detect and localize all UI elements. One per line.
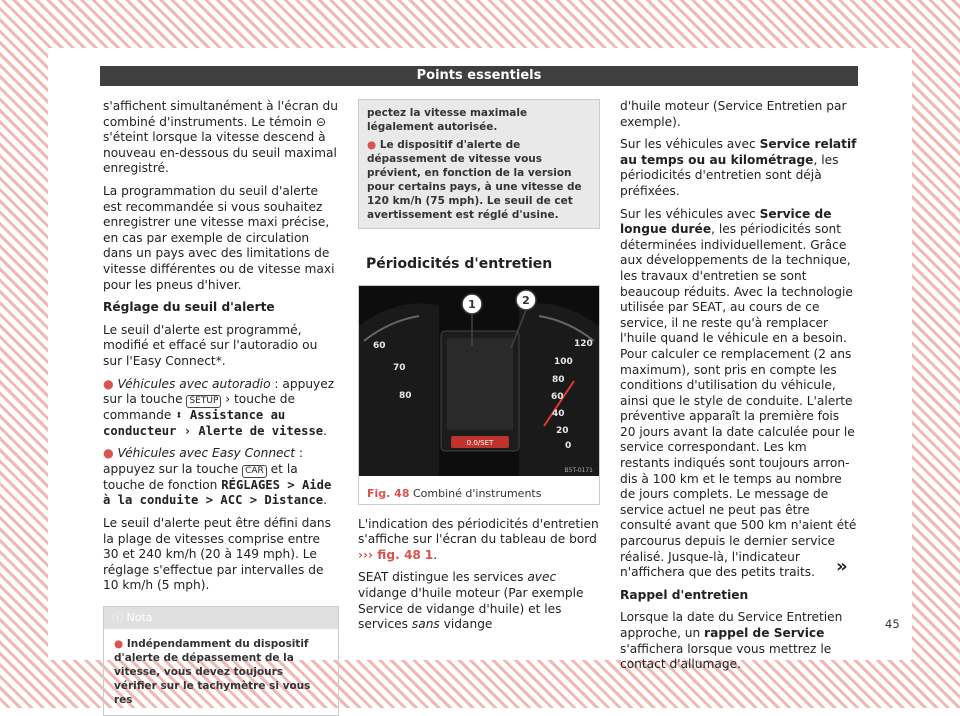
section-title: Périodicités d'entretien: [366, 256, 553, 272]
bullet-icon: ●: [103, 376, 114, 391]
tick-label: 60: [551, 391, 564, 402]
callout-1: 1: [468, 297, 476, 311]
bullet-text: et la touche de fonction: [103, 461, 298, 492]
paragraph-text: Sur les véhicules avec: [620, 206, 760, 221]
paragraph-text: vidange d'huile moteur (Par exemple Service de vidange d'huile) et les services: [358, 585, 584, 632]
tick-label: 40: [552, 408, 565, 419]
paragraph-text: Sur les véhicules avec: [620, 137, 760, 152]
tick-label: 20: [556, 425, 569, 436]
paragraph-text: vidange: [439, 617, 493, 632]
bullet-text: › touche de commande: [103, 392, 295, 423]
paragraph-text: SEAT distingue les services: [358, 570, 528, 585]
note-text: Le dispositif d'alerte de dépassement de vitesse vous prévient, en fonction de la version pour certains pays, à une vitesse de 120 km/h (75 mph). Le seuil de cet avertissement est réglé d'usine.: [367, 139, 582, 221]
setup-key-icon: SETUP: [186, 395, 221, 408]
subheading: Réglage du seuil d'alerte: [103, 300, 275, 315]
bullet-icon: ●: [114, 638, 127, 651]
figure-instrument-cluster: [358, 285, 600, 505]
bold-term: Service de longue durée: [620, 206, 832, 237]
bold-term: rappel de Service: [704, 626, 825, 640]
note-box: [103, 606, 339, 716]
column-right: [620, 99, 858, 680]
continue-marker: »: [836, 556, 848, 577]
note-body: [104, 629, 338, 715]
bullet-icon: ●: [103, 446, 114, 461]
tick-label: 70: [393, 362, 406, 373]
bullet-icon: ●: [367, 139, 380, 151]
note-text: pectez la vitesse maximale légalement autorisée.: [367, 107, 528, 133]
subheading: Rappel d'entretien: [620, 587, 749, 602]
paragraph: [620, 610, 858, 672]
bullet-lead: Véhicules avec autoradio: [117, 376, 271, 391]
column-left: [103, 99, 339, 716]
paragraph: L'indication des périodicités d'entretien s'affiche sur l'écran du tableau de bord ››› fig. 48 1.: [358, 516, 599, 562]
paragraph: [620, 207, 858, 581]
figure-label: Fig. 48: [367, 487, 410, 501]
figure-code: B5T-0171: [564, 466, 593, 474]
page-header: Points essentiels: [100, 66, 858, 86]
emphasis: avec: [527, 570, 557, 585]
column-middle: [358, 99, 600, 640]
paragraph: La programmation du seuil d'alerte est recommandée si vous souhaitez enregistrer une vitesse maxi précise, en cas par exemple de circulation dans un pays avec des limitations de vitesse différentes ou de vitesse maxi pour les pneus d'hiver.: [103, 183, 335, 292]
display-text: 0.0/SET: [466, 438, 494, 447]
tick-label: 0: [565, 440, 572, 451]
tick-label: 60: [373, 340, 386, 351]
figure-caption: [359, 480, 599, 508]
tick-label: 80: [552, 374, 565, 385]
emphasis: sans: [411, 617, 440, 632]
paragraph-text: Lorsque la date du Service Entretien approche, un: [620, 610, 843, 640]
tick-label: 80: [399, 390, 412, 401]
paragraph: [358, 570, 600, 632]
bullet-item-easy-connect: ● Véhicules avec Easy Connect : appuyez sur la touche CAR et la touche de fonction RÉGLAGES > Aide à la conduite > ACC > Distance.: [103, 446, 332, 508]
page-number: 45: [885, 617, 900, 631]
paragraph: Le seuil d'alerte est programmé, modifié et effacé sur l'autoradio ou sur l'Easy Connect*.: [103, 322, 318, 368]
menu-path: RÉGLAGES > Aide à la conduite > ACC > Distance: [103, 477, 332, 508]
menu-path: ⬍ Assistance au conducteur › Alerte de vitesse: [103, 408, 324, 438]
car-key-icon: CAR: [242, 465, 267, 478]
instrument-cluster-illustration: [359, 286, 599, 476]
note-header: [104, 607, 338, 629]
paragraph-text: s'affichera lorsque vous mettrez le contact d'allumage.: [620, 641, 832, 672]
paragraph: Le seuil d'alerte peut être défini dans la plage de vitesses comprise entre 30 et 240 km/h (20 à 149 mph). Le réglage s'effectue par intervalles de 10 km/h (5 mph).: [103, 516, 331, 593]
note-title: Nota: [126, 611, 153, 625]
caption-text: Combiné d'instruments: [412, 487, 542, 501]
paragraph-text: L'indication des périodicités d'entretien s'affiche sur l'écran du tableau de bord: [358, 516, 599, 547]
bullet-lead: Véhicules avec Easy Connect: [117, 446, 296, 461]
note-continuation-box: [358, 99, 600, 229]
note-text: Indépendamment du dispositif d'alerte de dépassement de la vitesse, vous devez toujours vérifier sur le tachymètre si vous res: [114, 638, 311, 707]
callout-reference: 1: [424, 547, 434, 562]
info-icon: ⓘ: [112, 611, 127, 625]
paragraph: d'huile moteur (Service Entretien par exemple).: [620, 99, 847, 129]
callout-2: 2: [522, 293, 530, 307]
figure-reference-link[interactable]: ››› fig. 48: [358, 547, 421, 562]
paragraph: [620, 137, 858, 199]
tick-label: 120: [574, 338, 593, 349]
bullet-text: : appuyez sur la touche: [103, 376, 335, 407]
paragraph-text: , les périodicités sont déterminées individuellement. Grâce aux développements de la technique, les travaux d'entretien se sont beaucoup réduits. Avec la technologie utilisée par SEAT, au cours de ce service, il ne reste qu'à remplacer l'huile quand le véhicule en a besoin. Pour calculer ce remplacement (2 ans maximum), sont pris en compte les conditions d'utilisation du véhicule, ainsi que le style de conduite. L'alerte préventive apparaît la première fois 20 jours avant la date calculée pour le service correspondant. Les km restants indiqués sont toujours arrondis à 100 km et le temps au nombre de jours complets. Le message de service actuel ne peut pas être consulté avant que 500 km n'aient été parcourus depuis le dernier service réalisé. Jusque-là, l'indicateur n'affichera que des petits traits.: [620, 222, 857, 580]
tick-label: 100: [554, 356, 573, 367]
paragraph-text: , les périodicités d'entretien sont déjà préfixées.: [620, 152, 839, 198]
bullet-text: : appuyez sur la touche: [103, 446, 304, 476]
bold-term: Service relatif au temps ou au kilométrage: [620, 137, 857, 167]
note-bullet: [367, 138, 591, 222]
bullet-item-autoradio: ● Véhicules avec autoradio : appuyez sur la touche SETUP › touche de commande ⬍ Assistance au conducteur › Alerte de vitesse.: [103, 376, 335, 438]
paragraph: s'affichent simultanément à l'écran du combiné d'instruments. Le témoin ⊝ s'éteint lorsque la vitesse descend à nouveau en-dessous du seuil maximal enregistré.: [103, 99, 339, 176]
